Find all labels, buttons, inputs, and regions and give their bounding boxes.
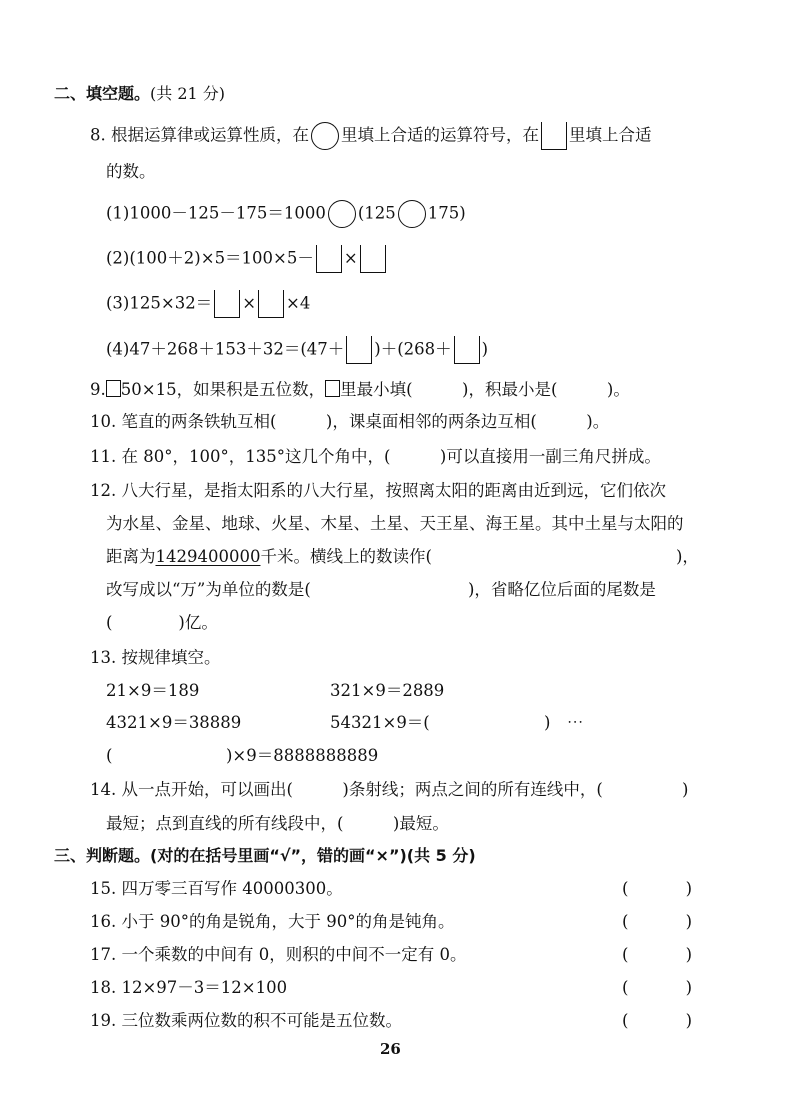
answer-paren[interactable]: ( ) [622,1011,692,1030]
section-2-score: (共 21 分) [150,84,226,103]
blank-box[interactable] [316,245,342,273]
q13-row-1b: 321×9＝2889 [330,681,445,700]
q8-part-4: (4)47＋268＋153＋32＝(47＋ )＋(268＋ ) [106,336,488,364]
section-2-title: 二、填空题。 [54,84,151,103]
blank-box[interactable] [360,245,386,273]
q12-line-5: ( )亿。 [106,613,218,632]
q11: 11. 在 80°，100°，135°这几个角中，( )可以直接用一副三角尺拼成。 [90,447,661,466]
blank-box[interactable] [214,290,240,318]
blank-box[interactable] [258,290,284,318]
q13-row-2b: 54321×9＝( [330,713,430,732]
blank-box[interactable] [346,336,372,364]
q9: 9. 50×15，如果积是五位数， 里最小填( )，积最小是( )。 [90,380,630,399]
judge-item-16: 16. 小于 90°的角是锐角，大于 90°的角是钝角。 [90,912,455,931]
q8-line-2: 的数。 [106,162,156,181]
q14-line-2: 最短；点到直线的所有线段中，( )最短。 [106,814,449,833]
q8-part-3: (3)125×32＝ × ×4 [106,290,310,318]
judge-item-17: 17. 一个乘数的中间有 0，则积的中间不一定有 0。 [90,945,467,964]
q12-line-3-close: )， [676,547,699,566]
judge-item-15: 15. 四万零三百写作 40000300。 [90,879,343,898]
answer-paren[interactable]: ( ) [622,879,692,898]
blank-box[interactable] [106,380,121,397]
q12-line-2: 为水星、金星、地球、火星、木星、土星、天王星、海王星。其中土星与太阳的 [106,514,684,533]
q14-line-1: 14. 从一点开始，可以画出( )条射线；两点之间的所有连线中，( [90,780,603,799]
answer-paren[interactable]: ( ) [622,912,692,931]
section-3-subtitle: (对的在括号里画“√”，错的画“×”)(共 5 分) [150,846,476,865]
q12-line-1: 12. 八大行星，是指太阳系的八大行星，按照离太阳的距离由近到远，它们依次 [90,481,666,500]
q13-row-3a: ( [106,746,113,765]
blank-box[interactable] [454,336,480,364]
q13-row-3b: )×9＝8888888889 [226,746,379,765]
q8-part-2: (2)(100＋2)×5＝100×5－ × [106,245,388,273]
q12-line-4a: 改写成以“万”为单位的数是( [106,580,311,599]
q10: 10. 笔直的两条铁轨互相( )，课桌面相邻的两条边互相( )。 [90,412,610,431]
q8-part-1: (1)1000－125－175＝1000 (125 175) [106,200,466,228]
blank-circle[interactable] [328,200,356,228]
judge-item-19: 19. 三位数乘两位数的积不可能是五位数。 [90,1011,402,1030]
q12-line-4b: )，省略亿位后面的尾数是 [468,580,656,599]
section-3-title: 三、判断题。 [54,846,151,865]
q14-line-1-close: ) [682,780,689,799]
q13-title: 13. 按规律填空。 [90,648,221,667]
blank-circle[interactable] [398,200,426,228]
blank-box[interactable] [541,122,567,150]
q13-row-2a: 4321×9＝38889 [106,713,242,732]
blank-box[interactable] [325,380,340,397]
page-number: 26 [380,1040,401,1058]
blank-circle[interactable] [311,122,339,150]
q13-row-2c: ) ⋯ [544,713,584,732]
answer-paren[interactable]: ( ) [622,978,692,997]
q12-line-3: 距离为1429400000千米。横线上的数读作( [106,547,432,566]
answer-paren[interactable]: ( ) [622,945,692,964]
section-3-heading [54,846,476,866]
underlined-number: 1429400000 [155,547,261,566]
q13-row-1a: 21×9＝189 [106,681,200,700]
q8-line-1: 8. 根据运算律或运算性质，在 里填上合适的运算符号，在 里填上合适 [90,122,652,150]
judge-item-18: 18. 12×97－3＝12×100 [90,978,288,997]
section-2-heading [54,84,225,104]
